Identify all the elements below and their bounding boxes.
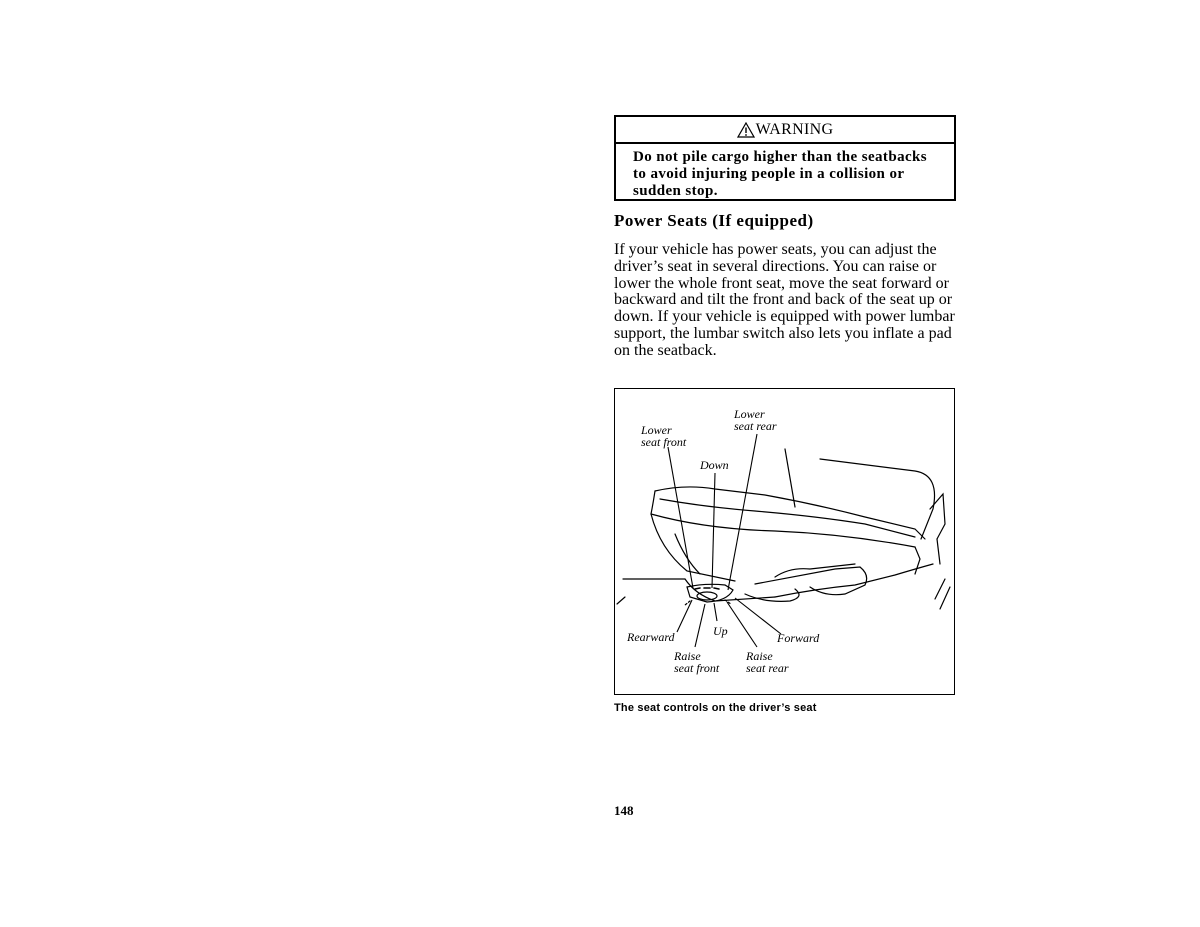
- page-number: 148: [614, 803, 634, 818]
- label-up: Up: [713, 624, 728, 638]
- warning-text: Do not pile cargo higher than the seatbacks to avoid injuring people in a collision or sudden stop.: [633, 149, 928, 199]
- warning-box: [614, 115, 956, 201]
- figure-caption: The seat controls on the driver’s seat: [614, 702, 817, 714]
- label-lower-seat-rear-line2: seat rear: [734, 419, 777, 433]
- label-forward: Forward: [777, 631, 820, 645]
- label-down: Down: [700, 458, 729, 472]
- warning-title: WARNING: [755, 120, 834, 138]
- label-lower-seat-front-line2: seat front: [641, 435, 687, 449]
- label-lower-seat-front-line1: Lower: [641, 423, 672, 437]
- label-raise-seat-front-line1: Raise: [674, 649, 701, 663]
- seat-illustration: [615, 389, 955, 695]
- seat-controls-figure: [614, 388, 955, 695]
- warning-header: [616, 117, 954, 144]
- warning-triangle-icon: [737, 122, 755, 138]
- section-title: Power Seats (If equipped): [614, 211, 814, 230]
- label-raise-seat-front-line2: seat front: [674, 661, 720, 675]
- label-rearward: Rearward: [627, 630, 675, 644]
- section-body: If your vehicle has power seats, you can adjust the driver’s seat in several directions. You can raise or lower the whole front seat, move the seat forward or backward and tilt the front and back of the seat up or down. If your vehicle is equipped with power lumbar support, the lumbar switch also lets you inflate a pad on the seatback.: [614, 241, 955, 359]
- label-raise-seat-rear-line1: Raise: [746, 649, 773, 663]
- label-raise-seat-rear-line2: seat rear: [746, 661, 789, 675]
- label-lower-seat-rear-line1: Lower: [734, 407, 765, 421]
